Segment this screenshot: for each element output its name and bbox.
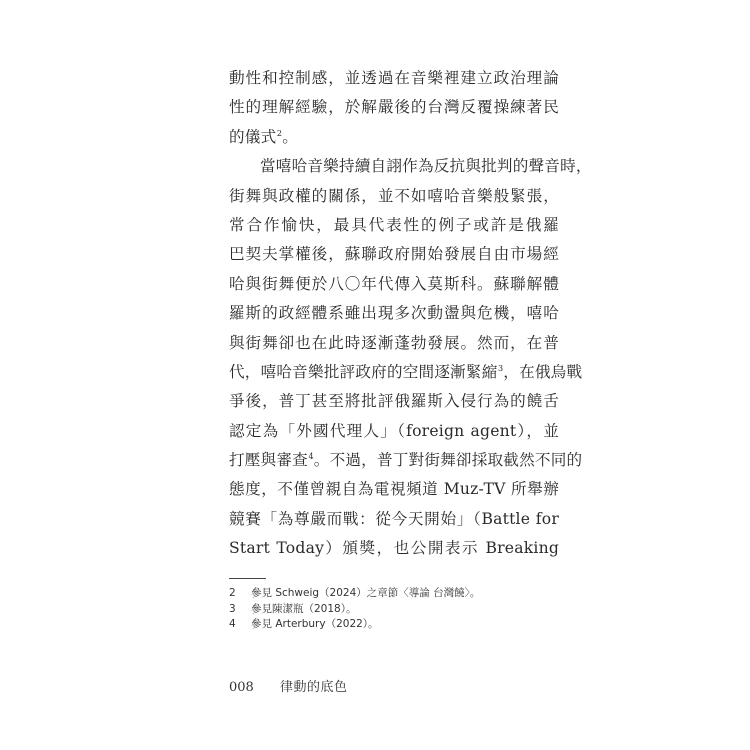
text-line: 動性和控制感，並透過在音樂裡建立政治理論 [229,69,559,87]
footnotes [229,586,559,633]
text-line: 巴契夫掌權後，蘇聯政府開始發展自由市場經 [229,245,559,264]
text-line: 的儀式$^2$。 [229,127,298,146]
text-line: 打壓與審查$^4$。不過，普丁對街舞卻採取截然不同的 [229,451,583,470]
footnote-marker: 3 [498,363,504,373]
text-line: 態度，不僅曾親自為電視頻道 Muz-TV 所舉辦 [229,480,559,499]
text-line: Start Today）頒獎，也公開表示 Breaking [229,539,559,558]
text-line: 代，嘻哈音樂批評政府的空間逐漸緊縮$^3$，在俄烏戰 [229,362,583,381]
page-footer [229,676,347,695]
paragraph-first-line: 當嘻哈音樂持續自詡作為反抗與批判的聲音時， [260,157,592,176]
page-number: 008 [229,680,254,695]
footnote-number: 4 [229,618,236,630]
footnote-item [229,617,559,633]
text-line: 性的理解經驗，於解嚴後的台灣反覆操練著民 [229,98,559,117]
footnote-item [229,586,559,602]
body-text [229,64,592,564]
footnote-number: 2 [229,587,236,599]
footnote-marker: 2 [276,128,283,138]
text-line: 與街舞卻也在此時逐漸蓬勃發展。然而，在普 [229,333,559,352]
text-line: 認定為「外國代理人」（foreign agent），並 [229,421,559,440]
text-line: 常合作愉快，最具代表性的例子或許是俄羅 [229,215,559,234]
footnote-text: 參見 Arterbury（2022）。 [251,618,379,630]
running-title: 律動的底色 [279,680,348,695]
text-line: 哈與街舞便於八〇年代傳入莫斯科。蘇聯解體 [229,274,559,293]
footnote-item [229,602,559,618]
footnote-divider [229,578,266,579]
footnote-text: 參見 Schweig（2024）之章節〈導論 台灣饒〉。 [251,587,481,599]
text-line: 街舞與政權的關係，並不如嘻哈音樂般緊張， [229,186,559,205]
text-line: 羅斯的政經體系雖出現多次動盪與危機，嘻哈 [229,304,559,323]
footnote-text: 參見陳潔瓶（2018）。 [251,602,357,615]
footnote-marker: 4 [308,451,314,461]
text-line: 爭後，普丁甚至將批評俄羅斯入侵行為的饒舌 [229,392,559,411]
footnote-number: 3 [229,602,236,615]
text-line: 競賽「為尊嚴而戰：從今天開始」（Battle for [229,509,559,528]
